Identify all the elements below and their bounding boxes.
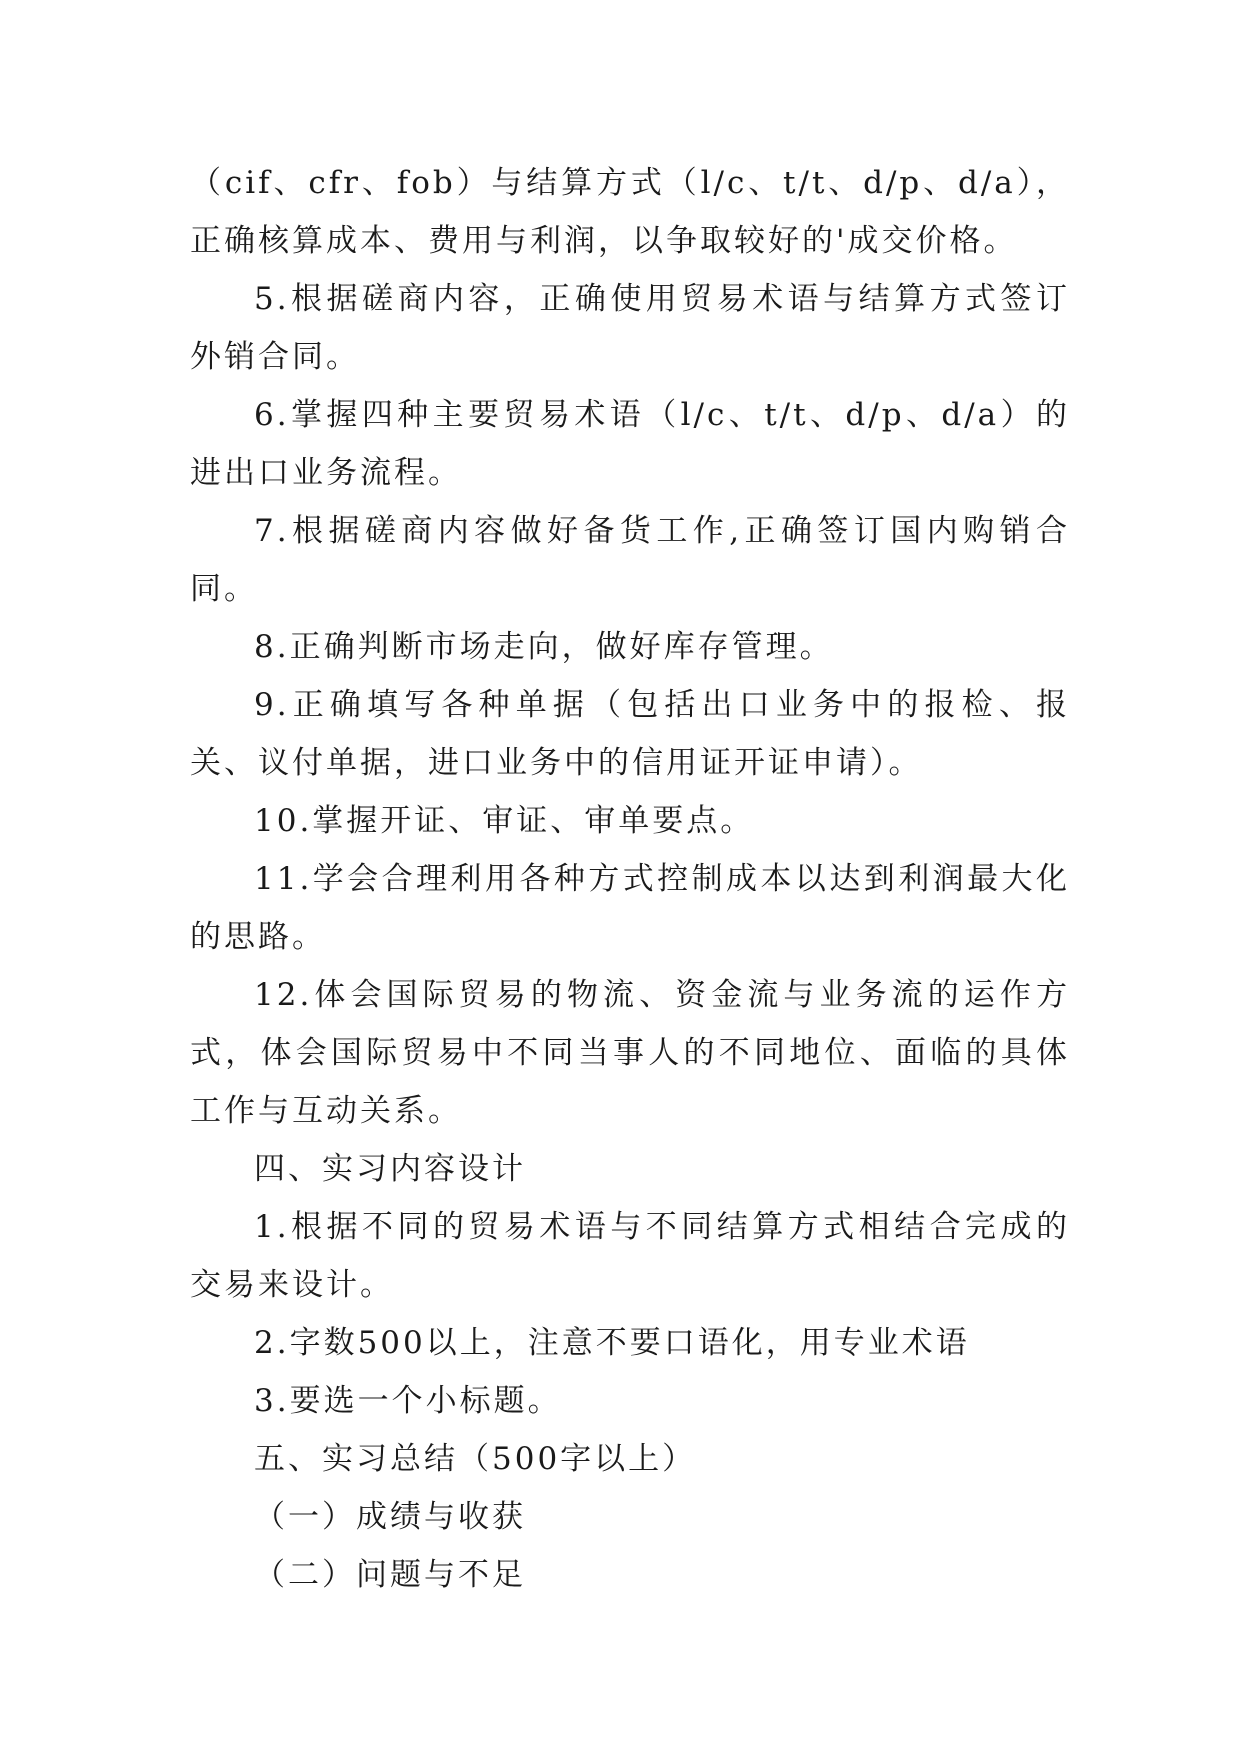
paragraph-item-9: 9.正确填写各种单据（包括出口业务中的报检、报关、议付单据，进口业务中的信用证开证申请）。 xyxy=(190,687,1070,781)
paragraph-item-10: 10.掌握开证、审证、审单要点。 xyxy=(254,803,755,839)
paragraph-item-7: 7.根据磋商内容做好备货工作,正确签订国内购销合同。 xyxy=(190,513,1070,607)
paragraph-item-8: 8.正确判断市场走向，做好库存管理。 xyxy=(254,629,834,665)
paragraph-item-12: 12.体会国际贸易的物流、资金流与业务流的运作方式，体会国际贸易中不同当事人的不同地位、面临的具体工作与互动关系。 xyxy=(190,977,1070,1129)
section-heading-4: 四、实习内容设计 xyxy=(254,1151,526,1187)
subheading-achievements: （一）成绩与收获 xyxy=(254,1499,526,1535)
design-item-2: 2.字数500以上，注意不要口语化，用专业术语 xyxy=(254,1325,970,1361)
section-heading-5: 五、实习总结（500字以上） xyxy=(254,1441,697,1477)
paragraph-item-11: 11.学会合理利用各种方式控制成本以达到利润最大化的思路。 xyxy=(190,861,1070,955)
subheading-problems: （二）问题与不足 xyxy=(254,1557,526,1593)
paragraph-item-5: 5.根据磋商内容，正确使用贸易术语与结算方式签订外销合同。 xyxy=(190,281,1070,375)
design-item-3: 3.要选一个小标题。 xyxy=(254,1383,562,1419)
document-body xyxy=(190,154,1070,1604)
paragraph-item-6: 6.掌握四种主要贸易术语（l/c、t/t、d/p、d/a）的进出口业务流程。 xyxy=(190,397,1070,491)
design-item-1: 1.根据不同的贸易术语与不同结算方式相结合完成的交易来设计。 xyxy=(190,1209,1070,1303)
paragraph-trade-terms-continuation: （cif、cfr、fob）与结算方式（l/c、t/t、d/p、d/a），正确核算成本、费用与利润，以争取较好的'成交价格。 xyxy=(190,165,1070,259)
